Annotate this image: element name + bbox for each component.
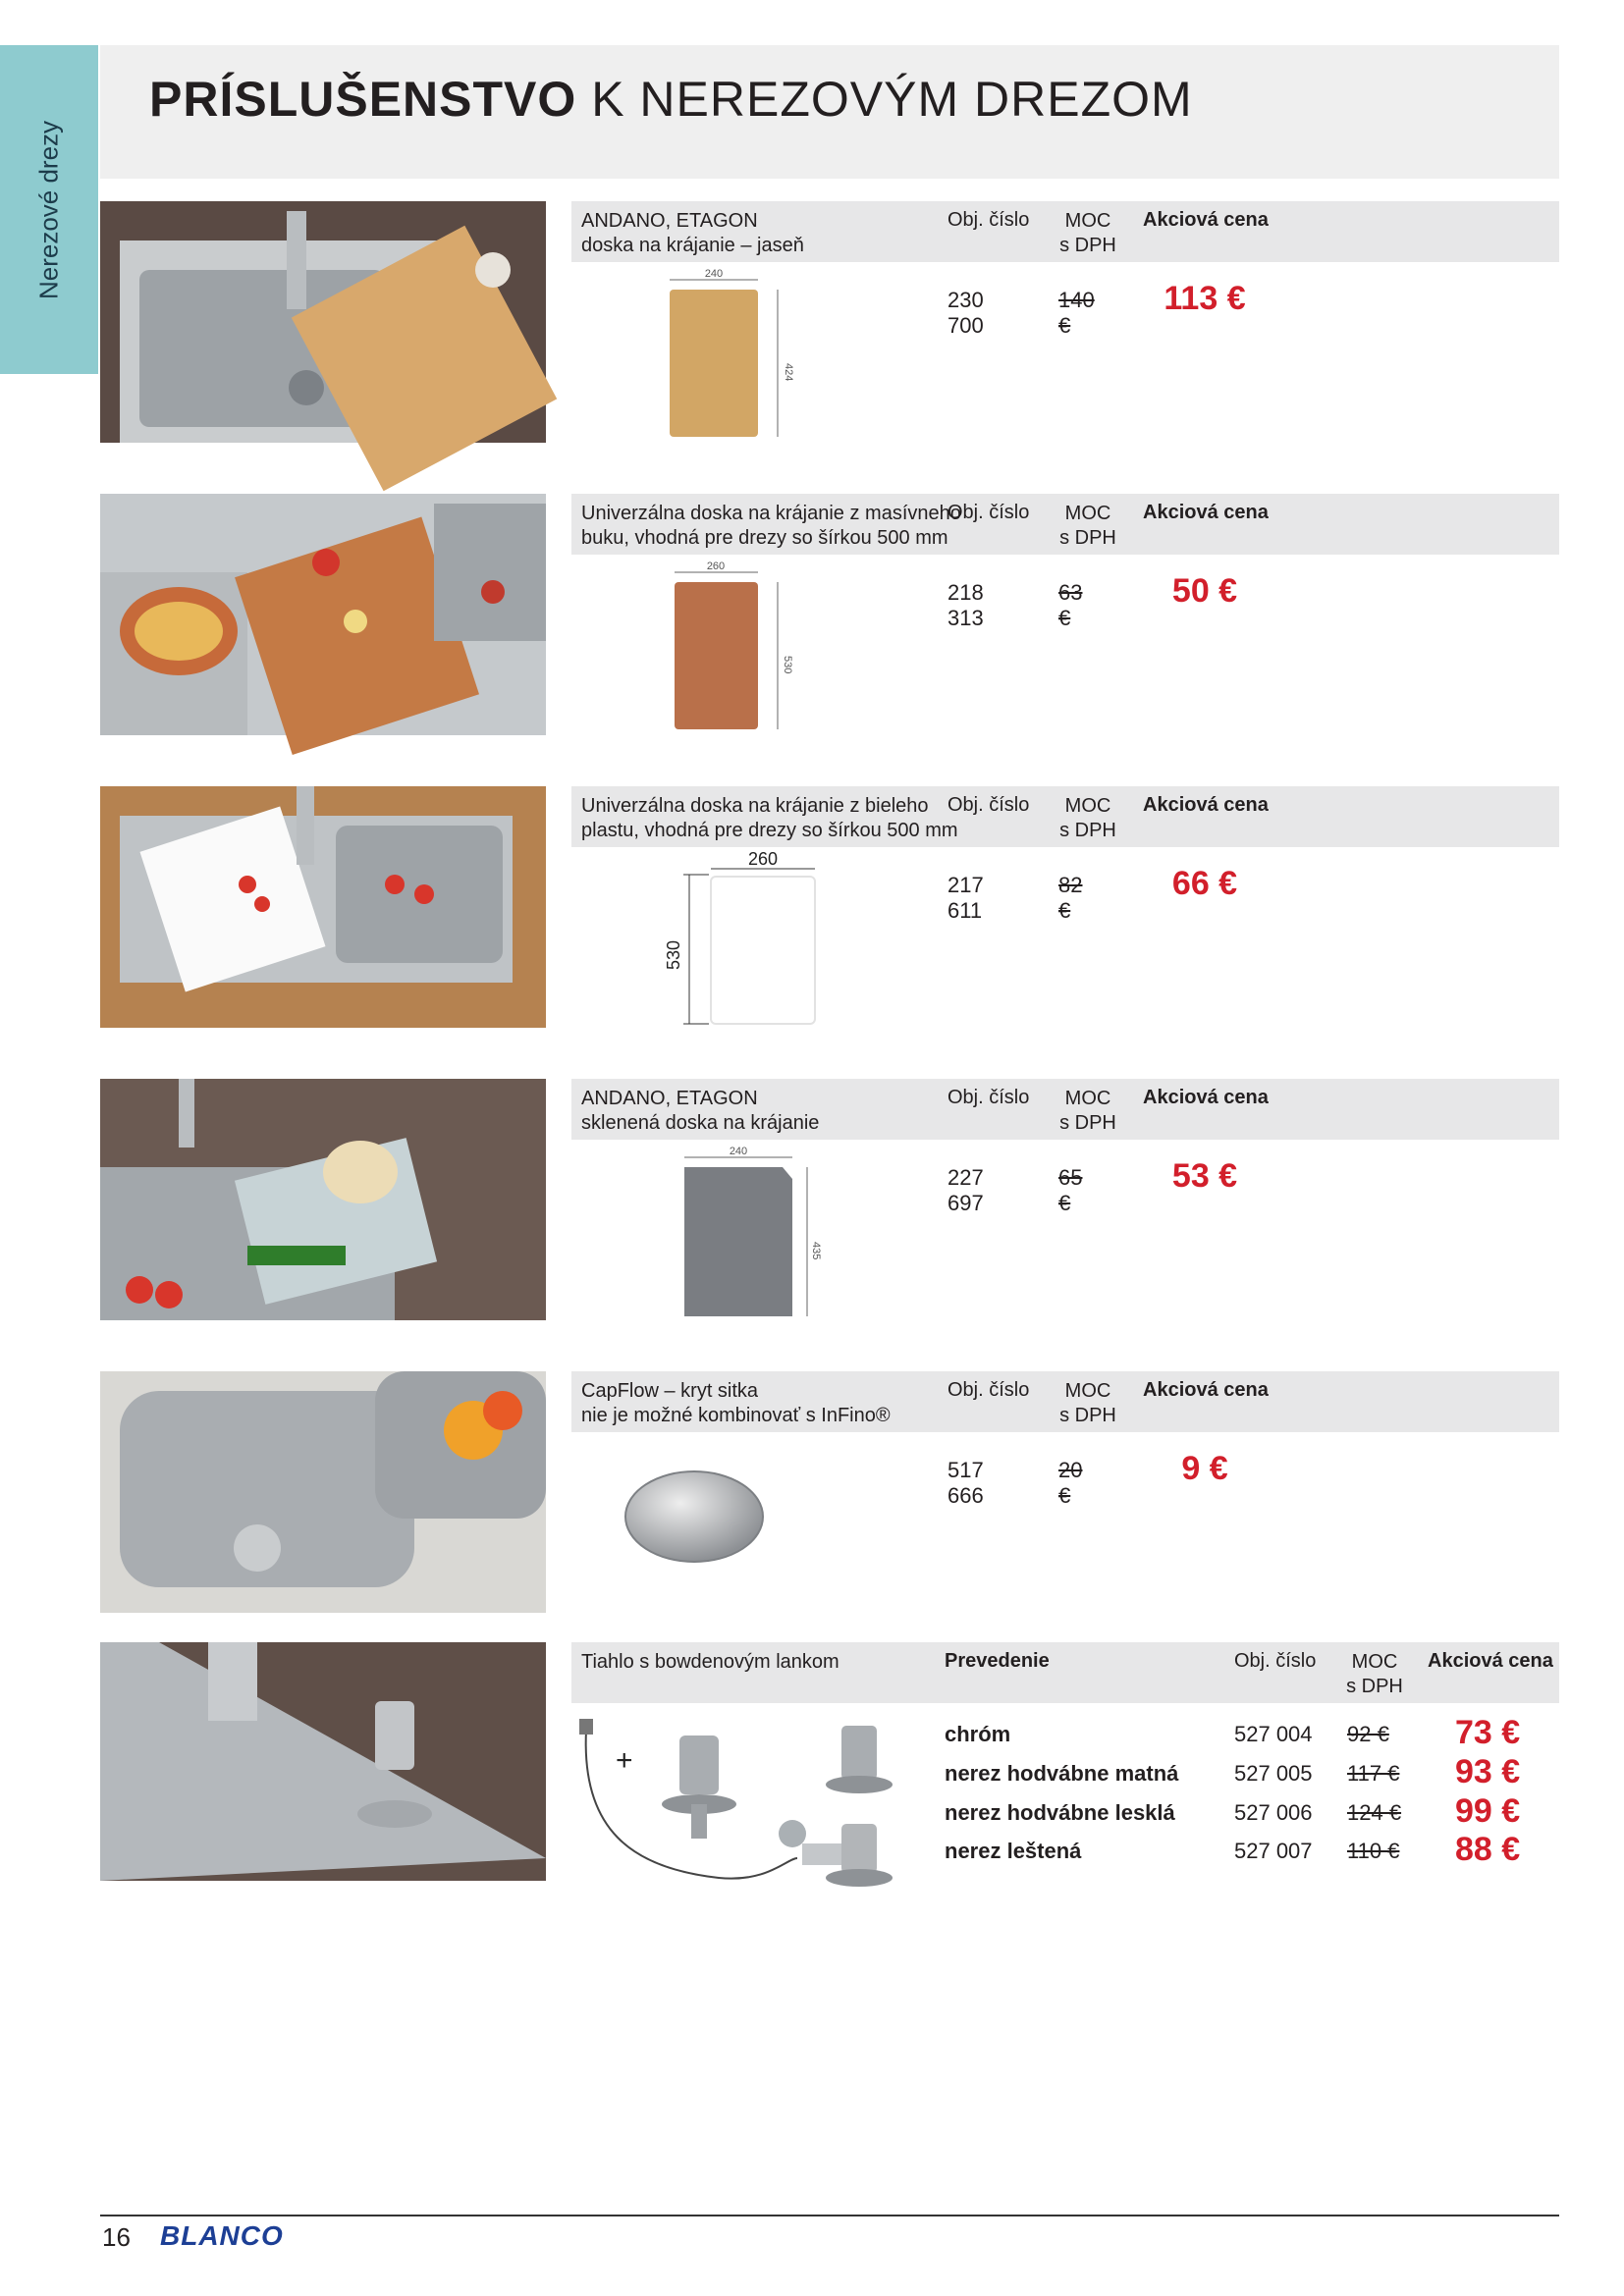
variant-price: 73 € bbox=[1455, 1714, 1521, 1751]
product-name-line-1: ANDANO, ETAGON bbox=[581, 210, 758, 232]
dim-width: 260 bbox=[706, 561, 726, 572]
col-header-obj: Obj. číslo bbox=[947, 502, 1030, 523]
col-header-moc bbox=[1058, 209, 1117, 258]
dim-width: 240 bbox=[704, 268, 724, 280]
product-name-line-1: CapFlow – kryt sitka bbox=[581, 1380, 759, 1402]
product-1 bbox=[571, 201, 1559, 382]
product-moc: 20 € bbox=[1058, 1458, 1083, 1508]
product-name-line-1: Univerzálna doska na krájanie z masívneho bbox=[581, 503, 961, 524]
variant-code: 527 007 bbox=[1234, 1839, 1313, 1863]
col-header-obj: Obj. číslo bbox=[947, 794, 1030, 816]
col-header-prevedenie: Prevedenie bbox=[945, 1650, 1050, 1672]
product-price: 66 € bbox=[1171, 865, 1238, 902]
variant-row bbox=[571, 1831, 1559, 1878]
product-name-line-2: nie je možné kombinovať s InFino® bbox=[581, 1405, 891, 1426]
capflow-icon bbox=[621, 1460, 768, 1568]
product-header-bar bbox=[571, 494, 1559, 555]
variant-moc: 92 € bbox=[1347, 1722, 1389, 1746]
product-name-line-1: ANDANO, ETAGON bbox=[581, 1088, 758, 1109]
product-header-bar bbox=[571, 786, 1559, 847]
col-header-moc bbox=[1058, 1087, 1117, 1136]
col-header-akc: Akciová cena bbox=[1428, 1650, 1553, 1672]
col-header-moc-1: MOC bbox=[1064, 210, 1111, 232]
dim-height: 530 bbox=[782, 656, 793, 674]
product-name-line-2: plastu, vhodná pre drezy so šírkou 500 mm bbox=[581, 820, 958, 841]
product-header-bar bbox=[571, 1371, 1559, 1432]
col-header-akc: Akciová cena bbox=[1143, 1087, 1269, 1108]
product-name bbox=[581, 1087, 819, 1136]
variant-moc: 110 € bbox=[1347, 1839, 1400, 1863]
dim-height: 424 bbox=[783, 363, 794, 382]
product-name-line-2: sklenená doska na krájanie bbox=[581, 1112, 820, 1134]
col-header-akc: Akciová cena bbox=[1143, 794, 1269, 816]
product-moc: 63 € bbox=[1058, 580, 1083, 630]
product-photo-beech-board bbox=[100, 494, 546, 735]
brand-logo: BLANCO bbox=[160, 2220, 284, 2251]
product-code: 227 697 bbox=[947, 1165, 984, 1215]
product-name bbox=[581, 794, 958, 843]
page-title bbox=[149, 71, 1193, 128]
col-header-moc-2: s DPH bbox=[1346, 1676, 1403, 1697]
variant-name: nerez hodvábne lesklá bbox=[945, 1800, 1175, 1825]
col-header-obj: Obj. číslo bbox=[1234, 1650, 1317, 1672]
col-header-akc: Akciová cena bbox=[1143, 502, 1269, 523]
variant-code: 527 006 bbox=[1234, 1800, 1313, 1825]
product-code: 517 666 bbox=[947, 1458, 984, 1508]
variant-name: nerez leštená bbox=[945, 1839, 1082, 1863]
product-code: 218 313 bbox=[947, 580, 984, 630]
product-3 bbox=[571, 786, 1559, 971]
col-header-moc-1: MOC bbox=[1064, 795, 1111, 817]
product-drawing bbox=[660, 270, 797, 447]
col-header-moc-1: MOC bbox=[1064, 503, 1111, 524]
product-name bbox=[581, 209, 804, 258]
dim-width: 260 bbox=[747, 849, 779, 869]
col-header-moc bbox=[1058, 1379, 1117, 1428]
variant-price: 99 € bbox=[1455, 1792, 1521, 1830]
col-header-obj: Obj. číslo bbox=[947, 209, 1030, 231]
footer-divider bbox=[100, 2215, 1559, 2216]
variant-price: 88 € bbox=[1455, 1831, 1521, 1868]
col-header-obj: Obj. číslo bbox=[947, 1087, 1030, 1108]
col-header-moc bbox=[1345, 1650, 1404, 1699]
col-header-akc: Akciová cena bbox=[1143, 209, 1269, 231]
dim-height: 530 bbox=[664, 939, 683, 971]
title-rest: K NEREZOVÝM DREZOM bbox=[576, 72, 1193, 127]
variant-code: 527 005 bbox=[1234, 1761, 1313, 1786]
page-number: 16 bbox=[102, 2222, 131, 2252]
col-header-moc-2: s DPH bbox=[1059, 1112, 1116, 1134]
col-header-moc-1: MOC bbox=[1064, 1088, 1111, 1109]
col-header-moc-2: s DPH bbox=[1059, 527, 1116, 549]
side-tab-label: Nerezové drezy bbox=[33, 120, 64, 299]
product-header-bar bbox=[571, 1079, 1559, 1140]
plus-sign: + bbox=[616, 1744, 633, 1777]
product-photo-plastic-board bbox=[100, 786, 546, 1028]
product-2 bbox=[571, 494, 1559, 674]
variant-price: 93 € bbox=[1455, 1753, 1521, 1790]
variant-row bbox=[571, 1753, 1559, 1800]
col-header-moc-2: s DPH bbox=[1059, 235, 1116, 256]
product-name-line-2: buku, vhodná pre drezy so šírkou 500 mm bbox=[581, 527, 948, 549]
product-drawing bbox=[679, 1148, 827, 1324]
product-code: 230 700 bbox=[947, 288, 984, 338]
col-header-moc-1: MOC bbox=[1064, 1380, 1111, 1402]
title-bold: PRÍSLUŠENSTVO bbox=[149, 72, 577, 127]
page-header bbox=[100, 45, 1559, 179]
product-moc: 65 € bbox=[1058, 1165, 1083, 1215]
variant-row bbox=[571, 1792, 1559, 1840]
product-price: 113 € bbox=[1164, 280, 1246, 317]
product-name-line-1: Univerzálna doska na krájanie z bieleho bbox=[581, 795, 929, 817]
product-drawing bbox=[665, 562, 802, 739]
col-header-moc bbox=[1058, 794, 1117, 843]
product-code: 217 611 bbox=[947, 873, 984, 923]
variant-moc: 117 € bbox=[1347, 1761, 1400, 1786]
product-moc: 140 € bbox=[1058, 288, 1095, 338]
product-price: 50 € bbox=[1171, 572, 1238, 610]
variant-name: chróm bbox=[945, 1722, 1011, 1746]
product-photo-glass-board bbox=[100, 1079, 546, 1320]
col-header-akc: Akciová cena bbox=[1143, 1379, 1269, 1401]
product-name: Tiahlo s bowdenovým lankom bbox=[581, 1651, 839, 1673]
col-header-moc-2: s DPH bbox=[1059, 820, 1116, 841]
variant-code: 527 004 bbox=[1234, 1722, 1313, 1746]
product-photo-tiahlo bbox=[100, 1642, 546, 1881]
col-header-moc bbox=[1058, 502, 1117, 551]
product-header-bar bbox=[571, 201, 1559, 262]
product-name bbox=[581, 502, 961, 551]
col-header-moc-1: MOC bbox=[1351, 1651, 1398, 1673]
col-header-moc-2: s DPH bbox=[1059, 1405, 1116, 1426]
product-name bbox=[581, 1379, 891, 1428]
product-drawing bbox=[664, 847, 856, 1034]
product-price: 9 € bbox=[1181, 1450, 1228, 1487]
product-price: 53 € bbox=[1171, 1157, 1238, 1195]
product-moc: 82 € bbox=[1058, 873, 1083, 923]
dim-height: 435 bbox=[810, 1242, 822, 1260]
col-header-obj: Obj. číslo bbox=[947, 1379, 1030, 1401]
variant-moc: 124 € bbox=[1347, 1800, 1402, 1825]
product-4 bbox=[571, 1079, 1559, 1260]
product-photo-capflow bbox=[100, 1371, 546, 1613]
product-name-line-2: doska na krájanie – jaseň bbox=[581, 235, 804, 256]
product-5 bbox=[571, 1371, 1559, 1508]
variant-row bbox=[571, 1714, 1559, 1761]
variant-name: nerez hodvábne matná bbox=[945, 1761, 1179, 1786]
product-photo-ash-board bbox=[100, 201, 546, 443]
dim-width: 240 bbox=[729, 1146, 748, 1157]
side-tab bbox=[0, 45, 98, 374]
product-header-bar bbox=[571, 1642, 1559, 1703]
